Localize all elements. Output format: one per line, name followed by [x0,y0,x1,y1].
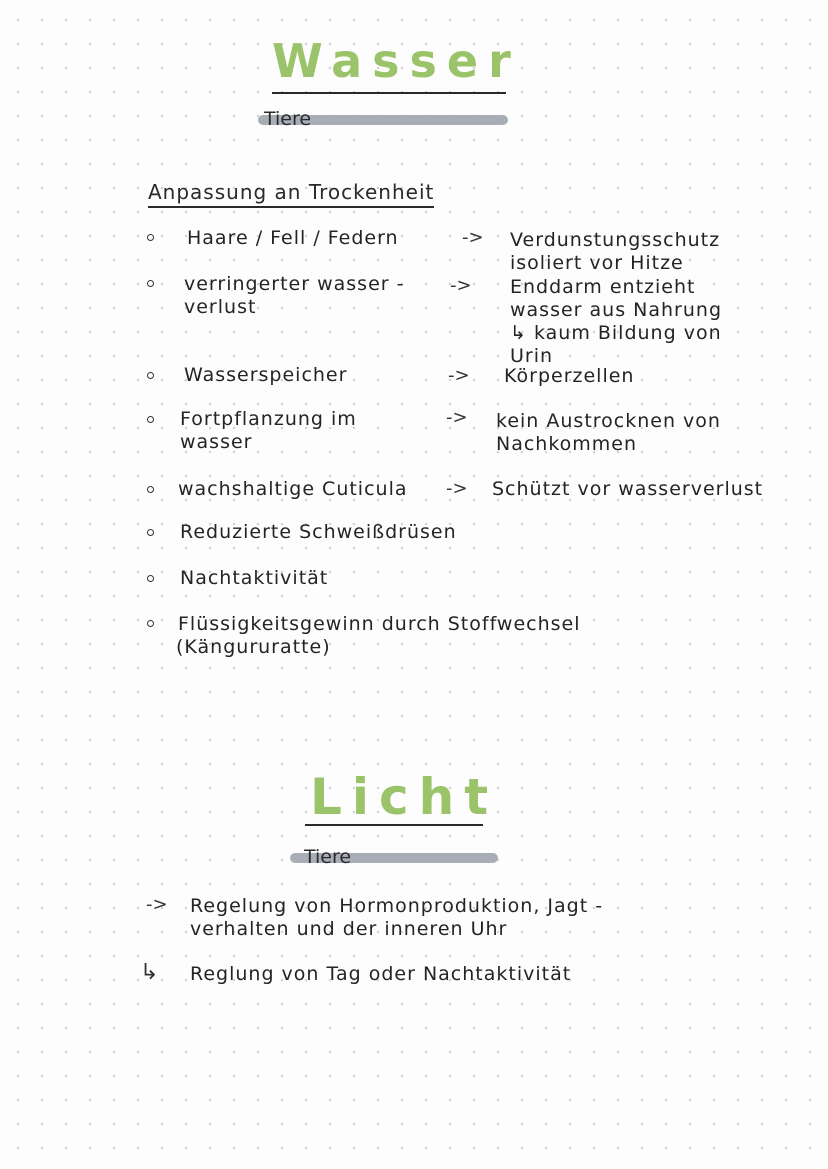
list-item-result: Schützt vor wasserverlust [492,478,764,500]
note-text: Reglung von Tag oder Nachtaktivität [190,963,572,985]
list-item-result: kein Austrocknen von [496,410,721,432]
list-item-text: wasser [180,431,253,453]
list-item-text: Reduzierte Schweißdrüsen [180,521,457,543]
list-bullet [147,280,154,287]
arrow-icon: -> [450,275,472,296]
list-item-text: (Kängururatte) [176,636,331,658]
wasser-title: Wasser [272,34,521,88]
list-item-text: Haare / Fell / Federn [187,227,399,249]
licht-subtitle: Tiere [304,846,352,868]
list-item-result: Urin [510,345,554,367]
list-bullet [147,372,154,379]
list-item-result: Körperzellen [504,365,635,387]
arrow-icon: -> [446,478,468,499]
list-item-text: verlust [184,296,257,318]
list-item-result: Enddarm entzieht [510,276,696,298]
note-text: verhalten und der inneren Uhr [190,918,508,940]
list-item-result: Nachkommen [496,433,638,455]
list-item-result: Verdunstungsschutz [510,229,721,251]
arrow-icon: -> [462,227,484,248]
list-bullet [147,416,154,423]
list-bullet [147,486,154,493]
sub-arrow-icon: ↳ [140,960,159,985]
list-bullet [147,234,154,241]
list-item-text: Nachtaktivität [180,567,329,589]
arrow-icon: -> [146,894,168,915]
list-bullet [147,575,154,582]
wasser-subtitle: Tiere [264,108,312,130]
note-text: Regelung von Hormonproduktion, Jagt - [190,895,604,917]
list-item-text: wachshaltige Cuticula [178,478,408,500]
list-item-text: verringerter wasser - [184,273,405,295]
list-item-text: Wasserspeicher [184,364,348,386]
wasser-title-underline [272,92,506,94]
list-bullet [147,529,154,536]
list-bullet [147,620,154,627]
list-item-result: isoliert vor Hitze [510,252,684,274]
arrow-icon: -> [448,365,470,386]
section-heading: Anpassung an Trockenheit [148,180,434,208]
list-item-result: wasser aus Nahrung [510,299,722,321]
list-item-result: ↳ kaum Bildung von [510,322,722,344]
arrow-icon: -> [446,407,468,428]
licht-title-underline [305,824,483,826]
list-item-text: Fortpflanzung im [180,408,357,430]
licht-title: Licht [310,768,499,826]
list-item-text: Flüssigkeitsgewinn durch Stoffwechsel [178,613,581,635]
